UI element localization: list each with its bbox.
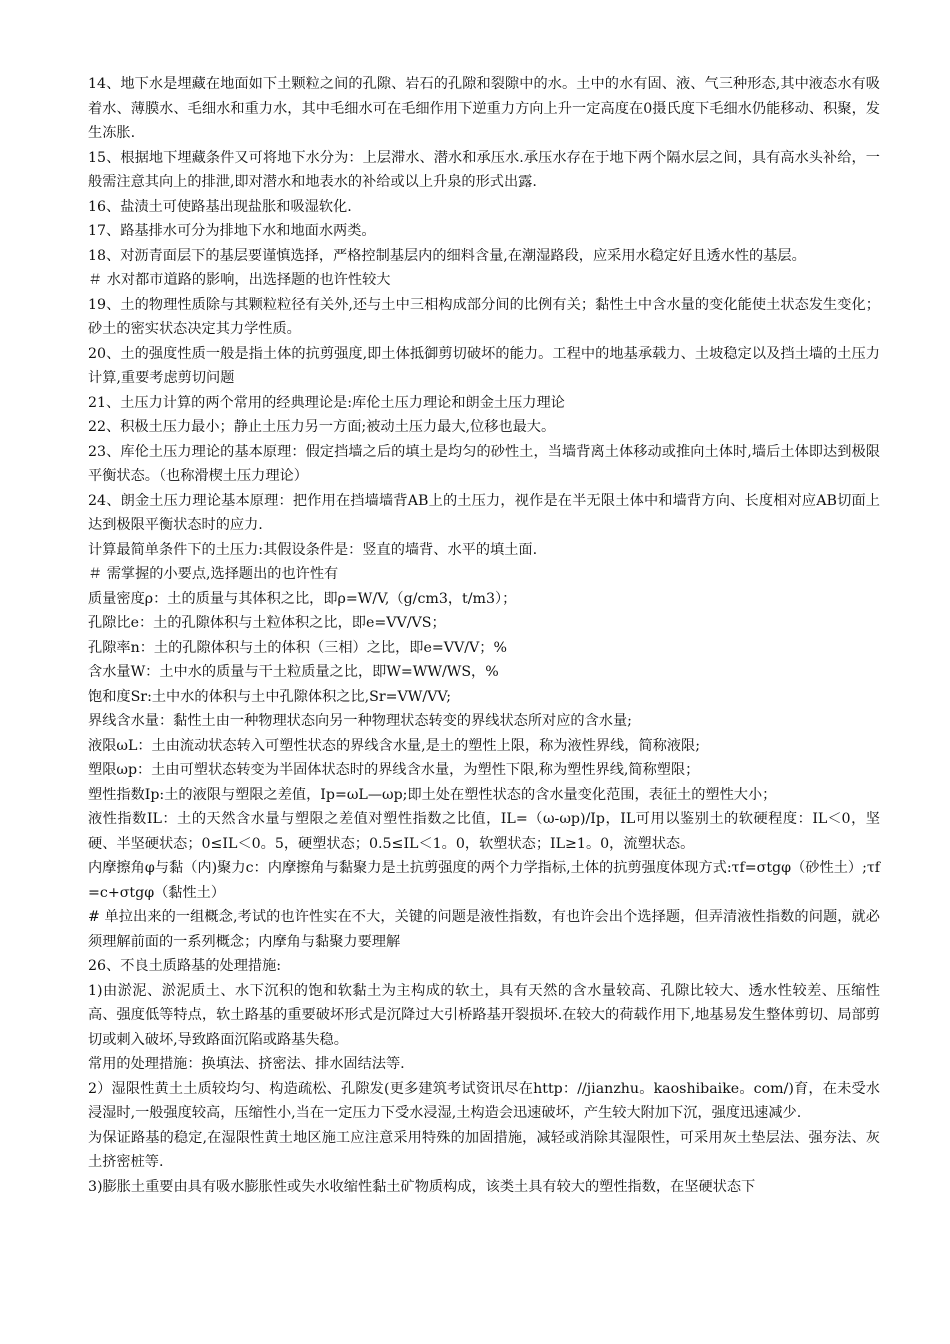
note-key-points: ＃ 需掌握的小要点,选择题出的也许性有 bbox=[88, 566, 339, 582]
paragraph-24: 24、朗金土压力理论基本原理：把作用在挡墙墙背AB上的土压力，视作是在半无限土体中和墙背方向、长度相对应AB切面上达到极限平衡状态时的应力. bbox=[88, 492, 880, 533]
note-concepts: # 单拉出来的一组概念,考试的也许性实在不大，关键的问题是液性指数，有也许会出个选择题，但弄清液性指数的问题，就必须理解前面的一系列概念；内摩角与黏聚力要理解 bbox=[88, 909, 880, 950]
definition-plasticity-index: 塑性指数Ip:土的液限与塑限之差值，Ip=ωL—ωp;即土处在塑性状态的含水量变化范围，表征土的塑性大小； bbox=[88, 786, 777, 803]
definition-liquidity-index: 液性指数IL：土的天然含水量与塑限之差值对塑性指数之比值，IL=（ω-ωp)/Ip，IL可用以鉴别土的软硬程度：IL＜0，坚硬、半坚硬状态；0≤IL＜0。5，硬塑状态；0.5≤IL＜1。0，软塑状态；IL≥1。0，流塑状态。 bbox=[88, 811, 880, 852]
definition-boundary-water-content: 界线含水量：黏性土由一种物理状态向另一种物理状态转变的界线状态所对应的含水量; bbox=[88, 713, 632, 729]
paragraph-16: 16、盐渍土可使路基出现盐胀和吸湿软化. bbox=[88, 198, 352, 215]
loess-measures: 为保证路基的稳定,在湿限性黄土地区施工应注意采用特殊的加固措施，减轻或消除其湿限性，可采用灰土垫层法、强夯法、灰土挤密桩等. bbox=[88, 1129, 880, 1170]
paragraph-21: 21、土压力计算的两个常用的经典理论是:库伦土压力理论和朗金土压力理论 bbox=[88, 394, 565, 411]
note-water-impact: ＃ 水对都市道路的影响，出选择题的也许性较大 bbox=[88, 272, 391, 288]
earth-pressure-assumption: 计算最简单条件下的土压力:其假设条件是：竖直的墙背、水平的填土面. bbox=[88, 541, 538, 558]
paragraph-22: 22、积极土压力最小；静止土压力另一方面;被动土压力最大,位移也最大。 bbox=[88, 419, 556, 435]
definition-density: 质量密度ρ：土的质量与其体积之比，即ρ=W/V,（g/cm3，t/m3）； bbox=[88, 590, 517, 607]
soft-soil-measures: 常用的处理措施：换填法、挤密法、排水固结法等. bbox=[88, 1056, 405, 1072]
paragraph-20: 20、土的强度性质一般是指土体的抗剪强度,即土体抵御剪切破坏的能力。工程中的地基承载力、土坡稳定以及挡土墙的土压力计算,重要考虑剪切问题 bbox=[88, 345, 880, 386]
definition-water-content: 含水量W：土中水的质量与干土粒质量之比，即W=WW/WS，% bbox=[88, 664, 499, 680]
definition-liquid-limit: 液限ωL：土由流动状态转入可塑性状态的界线含水量,是土的塑性上限，称为液性界线，简称液限; bbox=[88, 737, 700, 754]
paragraph-14: 14、地下水是埋藏在地面如下土颗粒之间的孔隙、岩石的孔隙和裂隙中的水。土中的水有固、液、气三种形态,其中液态水有吸着水、薄膜水、毛细水和重力水，其中毛细水可在毛细作用下逆重力方向上升一定高度在0摄氏度下毛细水仍能移动、积聚，发生冻胀. bbox=[88, 76, 880, 141]
paragraph-17: 17、路基排水可分为排地下水和地面水两类。 bbox=[88, 223, 376, 239]
soft-soil-paragraph: 1)由淤泥、淤泥质土、水下沉积的饱和软黏土为主构成的软土，具有天然的含水量较高、孔隙比较大、透水性较差、压缩性高、强度低等特点，软土路基的重要破坏形式是沉降过大引桥路基开裂损坏.在较大的荷载作用下,地基易发生整体剪切、局部剪切或刺入破坏,导致路面沉陷或路基失稳。 bbox=[88, 982, 880, 1048]
definition-saturation: 饱和度Sr:土中水的体积与土中孔隙体积之比,Sr=VW/VV; bbox=[88, 688, 452, 705]
definition-void-ratio: 孔隙比e：土的孔隙体积与土粒体积之比，即e=VV/VS； bbox=[88, 615, 446, 631]
paragraph-18: 18、对沥青面层下的基层要谨慎选择，严格控制基层内的细料含量,在潮湿路段，应采用水稳定好且透水性的基层。 bbox=[88, 247, 806, 264]
paragraph-26: 26、不良土质路基的处理措施: bbox=[88, 958, 282, 974]
definition-friction-cohesion: 内摩擦角φ与黏（内)聚力c：内摩擦角与黏聚力是土抗剪强度的两个力学指标,土体的抗剪强度体现方式:τf=σtgφ（砂性土）;τf=c+σtgφ（黏性土） bbox=[88, 860, 880, 901]
expansive-soil-paragraph: 3)膨胀土重要由具有吸水膨胀性或失水收缩性黏土矿物质构成，该类土具有较大的塑性指数，在坚硬状态下 bbox=[88, 1178, 756, 1195]
document-page bbox=[88, 72, 880, 1199]
loess-paragraph: 2）湿限性黄土土质较均匀、构造疏松、孔隙发(更多建筑考试资讯尽在http：//jianzhu。kaoshibaike。com/)育，在未受水浸湿时,一般强度较高，压缩性小,当在一定压力下受水浸湿,土构造会迅速破坏，产生较大附加下沉，强度迅速减少. bbox=[88, 1080, 880, 1121]
paragraph-23: 23、库伦土压力理论的基本原理：假定挡墙之后的填土是均匀的砂性土，当墙背离土体移动或推向土体时,墙后土体即达到极限平衡状态。（也称滑楔土压力理论） bbox=[88, 443, 880, 484]
paragraph-15: 15、根据地下埋藏条件又可将地下水分为：上层滞水、潜水和承压水.承压水存在于地下两个隔水层之间，具有高水头补给，一般需注意其向上的排泄,即对潜水和地表水的补给或以上升泉的形式出露. bbox=[88, 149, 880, 190]
definition-plastic-limit: 塑限ωp：土由可塑状态转变为半固体状态时的界线含水量，为塑性下限,称为塑性界线,简称塑限； bbox=[88, 762, 700, 778]
definition-porosity: 孔隙率n：土的孔隙体积与土的体积（三相）之比，即e=VV/V；% bbox=[88, 639, 507, 656]
paragraph-19: 19、土的物理性质除与其颗粒粒径有关外,还与土中三相构成部分间的比例有关；黏性土中含水量的变化能使土状态发生变化；砂土的密实状态决定其力学性质。 bbox=[88, 296, 880, 337]
